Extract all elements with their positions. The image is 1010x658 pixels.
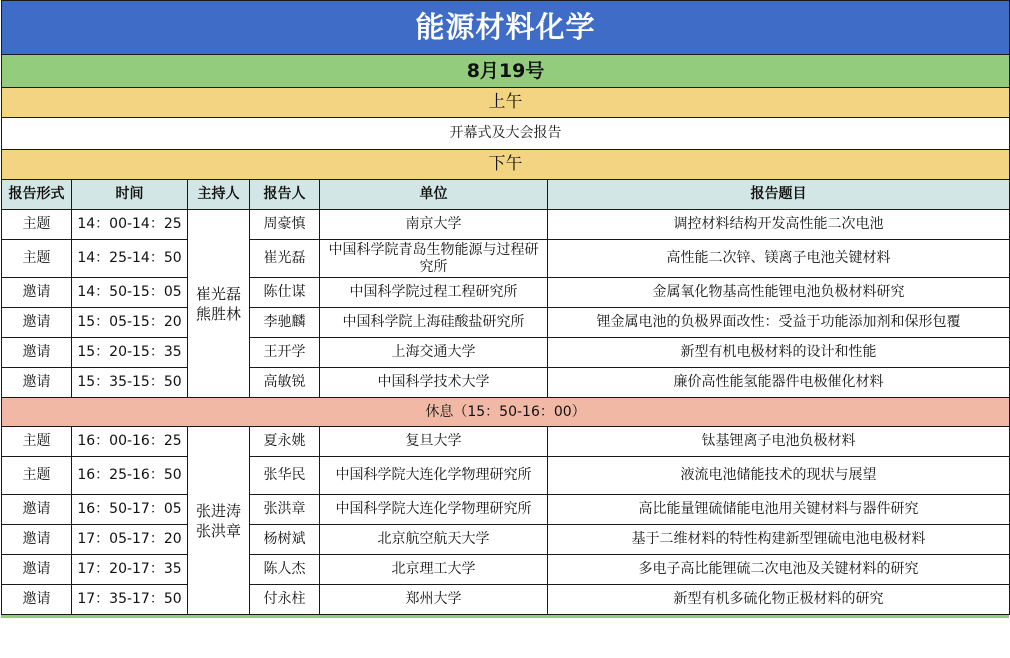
speaker-name: 夏永姚	[250, 427, 320, 457]
table-row	[2, 585, 1010, 615]
report-topic: 新型有机多硫化物正极材料的研究	[548, 585, 1010, 615]
speaker-name: 陈仕谋	[250, 278, 320, 308]
report-type: 邀请	[2, 525, 72, 555]
report-topic: 多电子高比能锂硫二次电池及关键材料的研究	[548, 555, 1010, 585]
affiliation: 中国科学院青岛生物能源与过程研究所	[320, 240, 548, 278]
bottom-border	[1, 615, 1009, 618]
date-banner: 8月19号	[2, 55, 1010, 88]
affiliation: 复旦大学	[320, 427, 548, 457]
report-type: 邀请	[2, 308, 72, 338]
report-time: 17：35-17：50	[72, 585, 188, 615]
report-type: 邀请	[2, 368, 72, 398]
speaker-name: 付永柱	[250, 585, 320, 615]
report-topic: 锂金属电池的负极界面改性：受益于功能添加剂和保形包覆	[548, 308, 1010, 338]
table-row	[2, 427, 1010, 457]
header-host: 主持人	[188, 180, 250, 210]
table-row	[2, 555, 1010, 585]
report-type: 主题	[2, 240, 72, 278]
morning-item: 开幕式及大会报告	[2, 118, 1010, 150]
report-type: 主题	[2, 427, 72, 457]
affiliation: 中国科学院过程工程研究所	[320, 278, 548, 308]
host-cell-block1	[188, 210, 250, 398]
speaker-name: 高敏锐	[250, 368, 320, 398]
report-topic: 调控材料结构开发高性能二次电池	[548, 210, 1010, 240]
report-time: 14：00-14：25	[72, 210, 188, 240]
speaker-name: 张洪章	[250, 495, 320, 525]
table-row	[2, 457, 1010, 495]
table-row	[2, 525, 1010, 555]
speaker-name: 崔光磊	[250, 240, 320, 278]
report-type: 邀请	[2, 278, 72, 308]
host-name: 张洪章	[195, 521, 241, 540]
session-morning: 上午	[2, 88, 1010, 118]
affiliation: 南京大学	[320, 210, 548, 240]
session-afternoon: 下午	[2, 150, 1010, 180]
affiliation: 中国科学院大连化学物理研究所	[320, 495, 548, 525]
report-time: 15：35-15：50	[72, 368, 188, 398]
affiliation: 郑州大学	[320, 585, 548, 615]
speaker-name: 王开学	[250, 338, 320, 368]
report-type: 主题	[2, 210, 72, 240]
report-time: 15：05-15：20	[72, 308, 188, 338]
header-topic: 报告题目	[548, 180, 1010, 210]
affiliation: 北京航空航天大学	[320, 525, 548, 555]
report-type: 邀请	[2, 585, 72, 615]
speaker-name: 周豪慎	[250, 210, 320, 240]
report-type: 邀请	[2, 555, 72, 585]
header-time: 时间	[72, 180, 188, 210]
break-row	[2, 398, 1010, 427]
break-label: 休息（15：50-16：00）	[2, 398, 1010, 427]
header-type: 报告形式	[2, 180, 72, 210]
report-type: 主题	[2, 457, 72, 495]
header-row	[2, 180, 1010, 210]
report-topic: 金属氧化物基高性能锂电池负极材料研究	[548, 278, 1010, 308]
table-row	[2, 495, 1010, 525]
affiliation: 中国科学技术大学	[320, 368, 548, 398]
schedule-table	[1, 0, 1010, 615]
affiliation: 中国科学院大连化学物理研究所	[320, 457, 548, 495]
report-type: 邀请	[2, 338, 72, 368]
report-time: 14：50-15：05	[72, 278, 188, 308]
report-time: 17：20-17：35	[72, 555, 188, 585]
header-speaker: 报告人	[250, 180, 320, 210]
host-name: 张进涛	[195, 501, 241, 520]
report-time: 14：25-14：50	[72, 240, 188, 278]
report-time: 16：50-17：05	[72, 495, 188, 525]
report-time: 17：05-17：20	[72, 525, 188, 555]
table-row	[2, 240, 1010, 278]
table-row	[2, 368, 1010, 398]
speaker-name: 李驰麟	[250, 308, 320, 338]
speaker-name: 杨树斌	[250, 525, 320, 555]
report-topic: 高性能二次锌、镁离子电池关键材料	[548, 240, 1010, 278]
report-time: 16：25-16：50	[72, 457, 188, 495]
report-topic: 钛基锂离子电池负极材料	[548, 427, 1010, 457]
host-name: 熊胜林	[195, 304, 241, 323]
report-type: 邀请	[2, 495, 72, 525]
report-topic: 液流电池储能技术的现状与展望	[548, 457, 1010, 495]
report-time: 15：20-15：35	[72, 338, 188, 368]
host-cell-block2	[188, 427, 250, 615]
table-row	[2, 210, 1010, 240]
table-row	[2, 338, 1010, 368]
report-topic: 新型有机电极材料的设计和性能	[548, 338, 1010, 368]
page-title: 能源材料化学	[2, 1, 1010, 55]
header-unit: 单位	[320, 180, 548, 210]
affiliation: 上海交通大学	[320, 338, 548, 368]
table-row	[2, 308, 1010, 338]
report-time: 16：00-16：25	[72, 427, 188, 457]
affiliation: 北京理工大学	[320, 555, 548, 585]
speaker-name: 张华民	[250, 457, 320, 495]
table-row	[2, 278, 1010, 308]
affiliation: 中国科学院上海硅酸盐研究所	[320, 308, 548, 338]
speaker-name: 陈人杰	[250, 555, 320, 585]
report-topic: 基于二维材料的特性构建新型锂硫电池电极材料	[548, 525, 1010, 555]
report-topic: 廉价高性能氢能器件电极催化材料	[548, 368, 1010, 398]
host-name: 崔光磊	[195, 284, 241, 303]
report-topic: 高比能量锂硫储能电池用关键材料与器件研究	[548, 495, 1010, 525]
